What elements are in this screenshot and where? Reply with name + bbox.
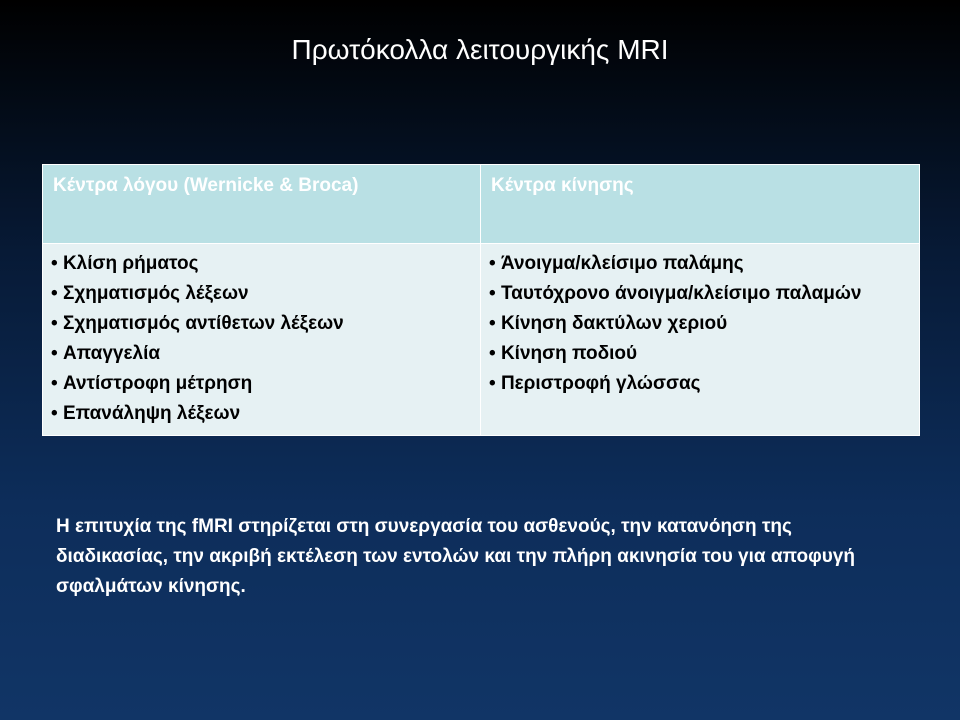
table-header-row (43, 165, 920, 244)
list-item: • Σχηματισμός αντίθετων λέξεων (51, 309, 474, 339)
header-motor-centers: Κέντρα κίνησης (481, 165, 920, 244)
table-row (43, 244, 920, 436)
list-item: • Απαγγελία (51, 339, 474, 369)
speech-tasks-cell (43, 244, 481, 436)
list-item: • Επανάληψη λέξεων (51, 399, 474, 429)
speech-task-list (51, 249, 474, 429)
protocol-table (42, 164, 920, 436)
list-item: • Σχηματισμός λέξεων (51, 279, 474, 309)
list-item: • Κίνηση ποδιού (489, 339, 913, 369)
list-item: • Αντίστροφη μέτρηση (51, 369, 474, 399)
motor-tasks-cell (481, 244, 920, 436)
list-item: • Ταυτόχρονο άνοιγμα/κλείσιμο παλαμών (489, 279, 913, 309)
list-item: • Άνοιγμα/κλείσιμο παλάμης (489, 249, 913, 279)
fmri-success-note: Η επιτυχία της fMRI στηρίζεται στη συνεργασία του ασθενούς, την κατανόηση της διαδικασίας, την ακριβή εκτέλεση των εντολών και την πλήρη ακινησία του για αποφυγή σφαλμάτων κίνησης. (56, 516, 855, 597)
list-item: • Κλίση ρήματος (51, 249, 474, 279)
list-item: • Κίνηση δακτύλων χεριού (489, 309, 913, 339)
list-item: • Περιστροφή γλώσσας (489, 369, 913, 399)
motor-task-list (489, 249, 913, 399)
header-speech-centers: Κέντρα λόγου (Wernicke & Broca) (43, 165, 481, 244)
slide-title: Πρωτόκολλα λειτουργικής MRI (291, 34, 669, 65)
